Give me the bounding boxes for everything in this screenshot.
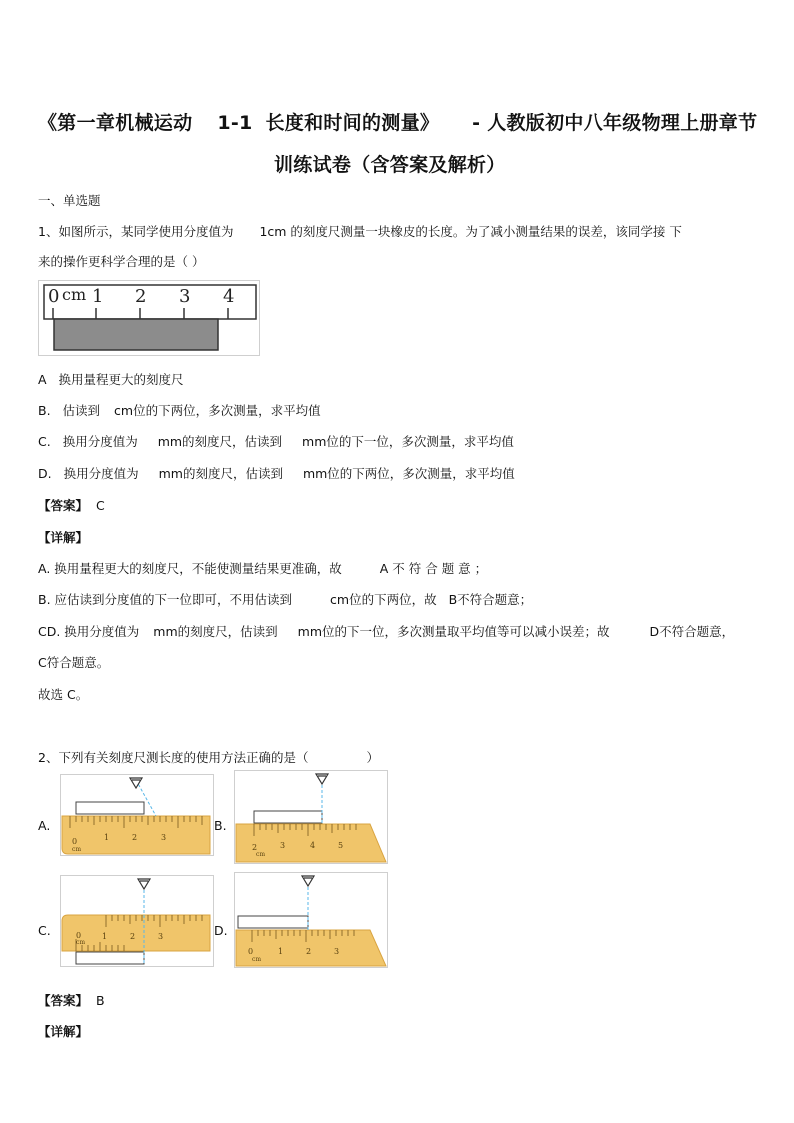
q2-a-tick-3: 3 <box>161 833 167 842</box>
q1-detail-b <box>38 590 532 608</box>
q1-option-b-label: B. <box>38 403 51 418</box>
q1-option-c-text-b: mm的刻度尺，估读到 <box>157 434 283 449</box>
q1-stem-line1 <box>38 222 682 240</box>
q1-option-c-label: C. <box>38 434 51 449</box>
q1-option-b-text-a: 估读到 <box>62 403 101 418</box>
q1-option-d-text-a: 换用分度值为 <box>63 466 139 481</box>
q2-answer-label: 【答案】 <box>38 993 89 1008</box>
q2-d-tick-cm: cm <box>252 956 262 963</box>
q1-option-d <box>38 464 515 482</box>
q2-option-c-figure <box>60 875 214 967</box>
q1-detail-cd-part3: mm位的下一位，多次测量取平均值等可以减小误差；故 <box>297 624 610 639</box>
q2-c-object <box>76 952 144 964</box>
q1-stem-part-b: 1cm 的刻度尺测量一块橡皮的长度。为了减小测量结果的误差，该同学接 下 <box>259 224 682 239</box>
q2-option-c-label: C. <box>38 923 51 938</box>
q2-detail-label: 【详解】 <box>38 1024 89 1039</box>
q1-detail-a <box>38 559 487 577</box>
q1-ruler-label-4: 4 <box>223 286 235 307</box>
q2-option-d-svg <box>234 872 388 968</box>
title-part-3: 长度和时间的测量》 <box>265 112 440 134</box>
q1-option-b-text-b: cm位的下两位，多次测量，求平均值 <box>114 403 321 418</box>
q1-option-d-label: D. <box>38 466 52 481</box>
q1-detail-a-part1: A. 换用量程更大的刻度尺，不能使测量结果更准确，故 <box>38 561 342 576</box>
q2-a-tick-0: 0 <box>72 837 78 846</box>
q1-ruler-label-3: 3 <box>179 286 191 307</box>
q2-b-tick-3: 3 <box>280 841 286 850</box>
title-part-4: - 人教版初中八年级物理上册章节 <box>472 112 758 134</box>
q2-d-object <box>238 916 308 928</box>
q2-d-tick-2: 2 <box>306 947 312 956</box>
q1-option-d-text-c: mm位的下两位，多次测量，求平均值 <box>302 466 515 481</box>
q1-detail-cd-cont: C符合题意。 <box>38 655 110 670</box>
q2-c-tick-0: 0 <box>76 931 82 940</box>
q1-eraser <box>54 319 218 350</box>
q1-detail-b-part3: B不符合题意； <box>448 592 533 607</box>
q2-c-tick-2: 2 <box>130 932 136 941</box>
q1-stem-part-a: 1、如图所示，某同学使用分度值为 <box>38 224 234 239</box>
q2-option-b-label: B. <box>214 818 227 833</box>
q1-detail-cd-part4: D不符合题意， <box>649 624 735 639</box>
q2-a-object <box>76 802 144 814</box>
q1-detail-cd-part1: CD. 换用分度值为 <box>38 624 140 639</box>
q2-d-tick-1: 1 <box>278 947 284 956</box>
q2-stem-part-a: 2、下列有关刻度尺测长度的使用方法正确的是（ <box>38 750 309 765</box>
q1-detail-b-part2: cm位的下两位，故 <box>330 592 437 607</box>
q1-detail-cd-part2: mm的刻度尺，估读到 <box>153 624 278 639</box>
q2-b-tick-cm: cm <box>256 851 266 858</box>
q2-option-a-label: A. <box>38 818 51 833</box>
doc-title-line1 <box>38 108 757 135</box>
q2-stem-part-b: ） <box>366 750 379 765</box>
q1-ruler-label-cm: cm <box>62 285 87 304</box>
q1-option-d-text-b: mm的刻度尺，估读到 <box>158 466 283 481</box>
q2-option-b-svg <box>234 770 388 864</box>
q2-option-a-figure <box>60 774 214 856</box>
q2-option-c-svg <box>60 875 214 967</box>
q2-a-tick-1: 1 <box>104 833 110 842</box>
q2-b-object <box>254 811 322 823</box>
q1-ruler-svg <box>38 280 260 356</box>
q1-option-b <box>38 401 321 419</box>
q1-option-a-text: 换用量程更大的刻度尺 <box>58 372 184 387</box>
q1-answer-label: 【答案】 <box>38 498 89 513</box>
q1-detail-a-part2: A 不 符 合 题 意 ； <box>379 561 488 576</box>
q2-d-tick-3: 3 <box>334 947 340 956</box>
q1-option-c <box>38 432 514 450</box>
q1-ruler-label-0: 0 <box>48 286 60 307</box>
q1-option-c-text-a: 换用分度值为 <box>62 434 138 449</box>
q2-a-tick-cm: cm <box>72 846 82 853</box>
q2-a-tick-2: 2 <box>132 833 138 842</box>
q1-detail-label: 【详解】 <box>38 530 89 545</box>
q2-option-d-label: D. <box>214 923 228 938</box>
q1-option-c-text-c: mm位的下一位，多次测量，求平均值 <box>302 434 514 449</box>
q1-ruler-label-2: 2 <box>135 286 147 307</box>
q1-option-a <box>38 370 184 388</box>
q2-option-d-figure <box>234 872 388 968</box>
q1-detail-conclusion: 故选 C。 <box>38 687 89 702</box>
q2-option-b-figure <box>234 770 388 864</box>
q2-answer-value: B <box>96 993 105 1008</box>
q1-stem-line2: 来的操作更科学合理的是（ ） <box>38 254 205 269</box>
q1-answer-value: C <box>96 498 105 513</box>
q1-answer <box>38 496 105 514</box>
q1-ruler-figure <box>38 280 260 356</box>
title-part-1: 《第一章机械运动 <box>38 112 193 134</box>
q2-b-tick-4: 4 <box>310 841 316 850</box>
q1-option-a-label: A <box>38 372 47 387</box>
q2-c-tick-3: 3 <box>158 932 164 941</box>
q2-c-tick-1: 1 <box>102 932 108 941</box>
title-part-2: 1-1 <box>217 112 253 134</box>
q2-stem <box>38 748 379 766</box>
q1-detail-cd <box>38 622 734 640</box>
section-heading: 一、单选题 <box>38 193 101 208</box>
q2-c-tick-cm: cm <box>76 939 86 946</box>
q1-detail-b-part1: B. 应估读到分度值的下一位即可，不用估读到 <box>38 592 293 607</box>
doc-title-line2: 训练试卷（含答案及解析） <box>274 154 506 176</box>
q2-option-a-svg <box>60 774 214 856</box>
q2-b-tick-5: 5 <box>338 841 344 850</box>
q1-ruler-label-1: 1 <box>92 286 104 307</box>
q2-b-tick-2: 2 <box>252 843 258 852</box>
q2-answer <box>38 991 105 1009</box>
q2-d-tick-0: 0 <box>248 947 254 956</box>
